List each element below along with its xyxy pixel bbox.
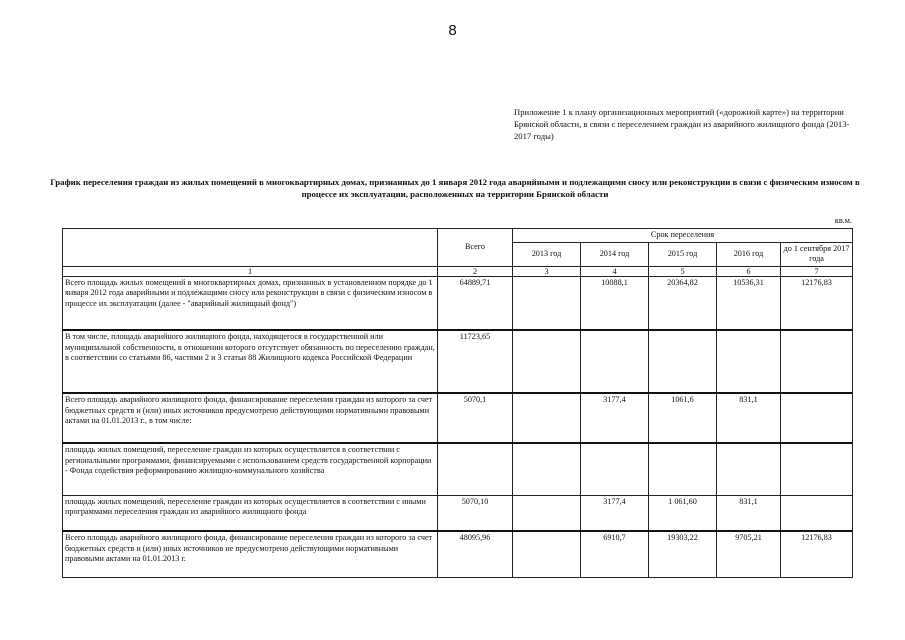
row-value-2015: 19303,22 bbox=[649, 531, 717, 577]
table-row bbox=[63, 495, 853, 531]
row-value-2014: 10088,1 bbox=[581, 276, 649, 330]
document-title: График переселения граждан из жилых помещений в многоквартирных домах, признанных до 1 января 2012 года аварийными и подлежащими сносу или реконструкции в связи с физическим износом в процессе их эксплуатации, расположенных на территории Брянской области bbox=[50, 177, 860, 199]
header-year: до 1 сентября 2017 года bbox=[781, 242, 853, 266]
row-value-2016: 10536,31 bbox=[717, 276, 781, 330]
row-value-2014 bbox=[581, 330, 649, 393]
resettlement-schedule-table bbox=[62, 228, 853, 578]
table-row bbox=[63, 276, 853, 330]
row-value-2015: 20364,82 bbox=[649, 276, 717, 330]
row-value-total: 5070,10 bbox=[438, 495, 513, 531]
row-value-2013 bbox=[513, 443, 581, 495]
row-value-2014: 3177,4 bbox=[581, 495, 649, 531]
row-value-2016 bbox=[717, 330, 781, 393]
table-row bbox=[63, 531, 853, 577]
row-value-2017: 12176,83 bbox=[781, 531, 853, 577]
row-label: площадь жилых помещений, переселение граждан из которых осуществляется в соответствии с иными программами переселения граждан из аварийного жилищного фонда bbox=[63, 495, 438, 531]
row-value-2013 bbox=[513, 495, 581, 531]
row-value-total: 48095,96 bbox=[438, 531, 513, 577]
row-label: Всего площадь аварийного жилищного фонда, финансирование переселения граждан из которого за счет бюджетных средств и (или) иных источников предусмотрено действующими нормативными правовыми актами на 01.01.2013 г., в том числе: bbox=[63, 393, 438, 443]
row-value-2017: 12176,83 bbox=[781, 276, 853, 330]
header-row-1 bbox=[63, 229, 853, 243]
column-number: 4 bbox=[581, 266, 649, 276]
row-value-2014: 3177,4 bbox=[581, 393, 649, 443]
row-value-total: 5070,1 bbox=[438, 393, 513, 443]
row-value-2017 bbox=[781, 330, 853, 393]
row-label: Всего площадь аварийного жилищного фонда, финансирование переселения граждан из которого за счет бюджетных средств и (или) иных источников не предусмотрено действующими нормативными правовыми актами на 01.01.2013 г. bbox=[63, 531, 438, 577]
header-total: Всего bbox=[438, 229, 513, 267]
row-value-2013 bbox=[513, 330, 581, 393]
row-value-2016: 831,1 bbox=[717, 495, 781, 531]
row-value-2017 bbox=[781, 443, 853, 495]
row-value-2015 bbox=[649, 443, 717, 495]
header-description bbox=[63, 229, 438, 267]
row-value-2016 bbox=[717, 443, 781, 495]
header-year: 2013 год bbox=[513, 242, 581, 266]
row-value-2017 bbox=[781, 393, 853, 443]
row-value-2013 bbox=[513, 393, 581, 443]
header-year: 2015 год bbox=[649, 242, 717, 266]
row-value-2013 bbox=[513, 531, 581, 577]
row-value-2014 bbox=[581, 443, 649, 495]
row-value-2013 bbox=[513, 276, 581, 330]
row-value-2016: 9705,21 bbox=[717, 531, 781, 577]
unit-label: кв.м. bbox=[834, 216, 852, 225]
header-year: 2014 год bbox=[581, 242, 649, 266]
column-number: 5 bbox=[649, 266, 717, 276]
column-number: 3 bbox=[513, 266, 581, 276]
column-number: 7 bbox=[781, 266, 853, 276]
column-number-row bbox=[63, 266, 853, 276]
appendix-note: Приложение 1 к плану организационных мероприятий («дорожной карте») на территории Брянской области, в связи с переселением граждан из аварийного жилищного фонда (2013-2017 годы) bbox=[514, 107, 850, 141]
table-row bbox=[63, 330, 853, 393]
row-value-2016: 831,1 bbox=[717, 393, 781, 443]
row-value-2014: 6910,7 bbox=[581, 531, 649, 577]
row-value-total bbox=[438, 443, 513, 495]
row-value-total: 11723,65 bbox=[438, 330, 513, 393]
row-value-2015: 1 061,60 bbox=[649, 495, 717, 531]
page-number: 8 bbox=[448, 22, 457, 39]
row-value-total: 64889,71 bbox=[438, 276, 513, 330]
row-value-2015 bbox=[649, 330, 717, 393]
row-label: площадь жилых помещений, переселение граждан из которых осуществляется в соответствии с региональными программами, финансируемыми с использованием средств государственной корпорации - Фонда содействия реформированию жилищно-коммунального хозяйства bbox=[63, 443, 438, 495]
table-row bbox=[63, 443, 853, 495]
row-label: В том числе, площадь аварийного жилищного фонда, находящегося в государственной или муниципальной собственности, в отношении которого отсутствует обязанность по переселению граждан, в соответствии со статьями 86, частями 2 и 3 статьи 88 Жилищного кодекса Российской Федерации bbox=[63, 330, 438, 393]
row-label: Всего площадь жилых помещений в многоквартирных домах, признанных в установленном порядке до 1 января 2012 года аварийными и подлежащими сносу или реконструкции в связи с физическим износом в процессе их эксплуатации (далее - "аварийный жилищный фонд") bbox=[63, 276, 438, 330]
header-year: 2016 год bbox=[717, 242, 781, 266]
row-value-2017 bbox=[781, 495, 853, 531]
column-number: 2 bbox=[438, 266, 513, 276]
column-number: 6 bbox=[717, 266, 781, 276]
header-period: Срок переселения bbox=[513, 229, 853, 243]
column-number: 1 bbox=[63, 266, 438, 276]
row-value-2015: 1061,6 bbox=[649, 393, 717, 443]
table-row bbox=[63, 393, 853, 443]
